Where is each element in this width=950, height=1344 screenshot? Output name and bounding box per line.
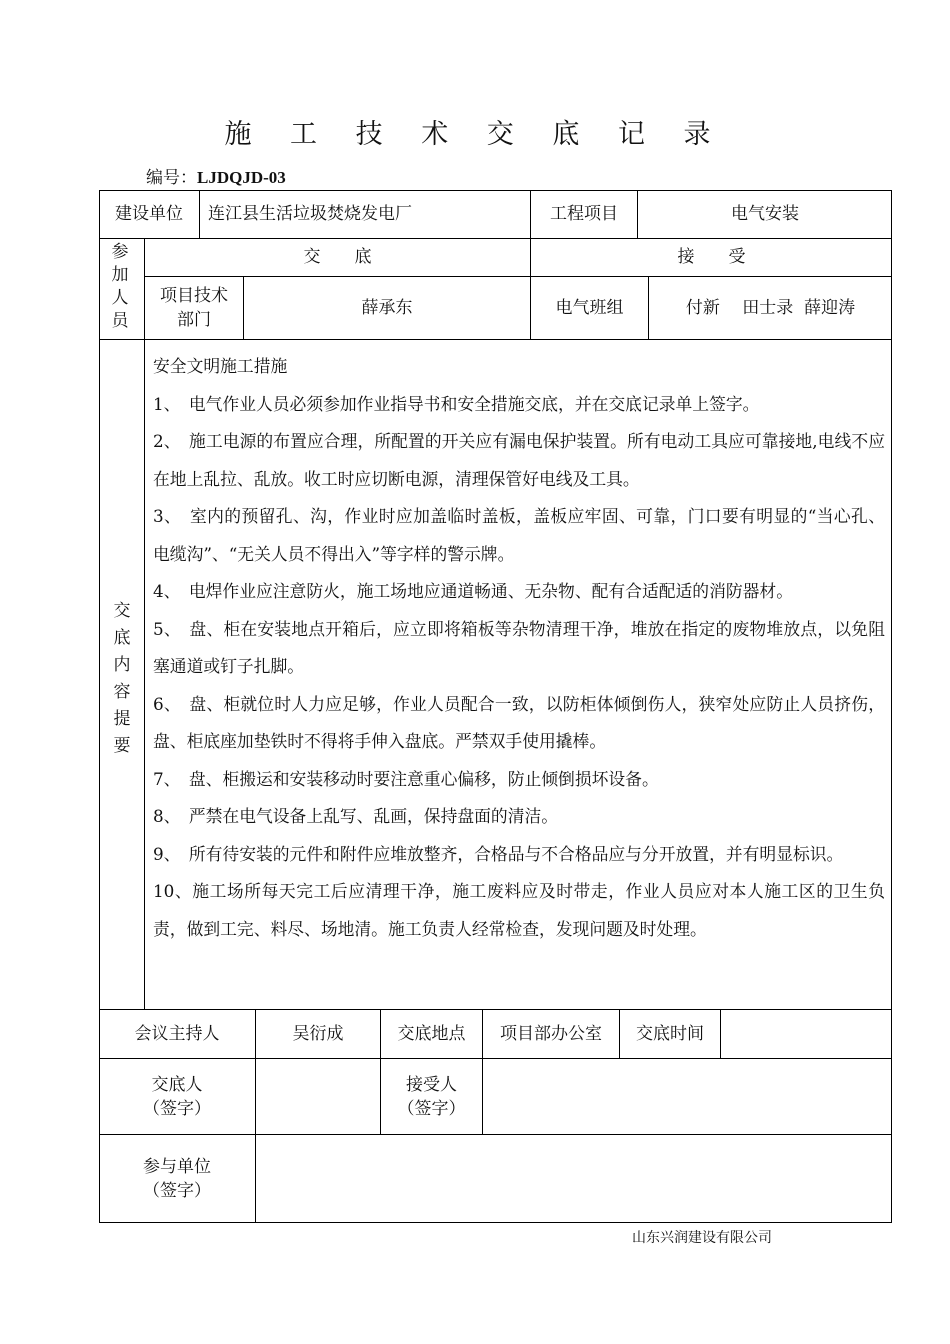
content-body [153, 348, 885, 948]
content-paragraph: 1、 电气作业人员必须参加作业指导书和安全措施交底，并在交底记录单上签字。 [153, 393, 760, 414]
build-unit-label: 建设单位 [115, 204, 183, 224]
content-paragraph: 5、 盘、柜在安装地点开箱后，应立即将箱板等杂物清理干净，堆放在指定的废物堆放点，以免阻塞通道或钉子扎脚。 [153, 618, 885, 676]
footer-company: 山东兴润建设有限公司 [632, 1230, 772, 1246]
document-title: 施 工 技 术 交 底 记 录 [224, 119, 726, 150]
receiver-title: 接受人 [406, 1074, 457, 1095]
location-label: 交底地点 [397, 1023, 466, 1044]
participant-unit-title: 参与单位 [143, 1157, 211, 1177]
participant-unit-label [99, 1135, 255, 1223]
host-value: 吴衍成 [292, 1023, 344, 1044]
content-paragraph: 安全文明施工措施 [153, 356, 288, 376]
participant-unit-signature-field[interactable] [256, 1135, 892, 1223]
content-paragraph: 7、 盘、柜搬运和安装移动时要注意重心偏移，防止倾倒损坏设备。 [153, 768, 659, 789]
handover-person-title: 交底人 [151, 1074, 203, 1095]
sign-note: （签字） [397, 1098, 466, 1119]
receiver-label [381, 1059, 482, 1134]
content-paragraph: 6、 盘、柜就位时人力应足够，作业人员配合一致，以防柜体倾倒伤人，狭窄处应防止人员挤伤，盘、柜底座加垫铁时不得将手伸入盘底。严禁双手使用撬棒。 [153, 693, 885, 751]
content-paragraph: 3、 室内的预留孔、沟，作业时应加盖临时盖板，盖板应牢固、可靠，门口要有明显的“当心孔、电缆沟”、“无关人员不得出入”等字样的警示牌。 [153, 506, 885, 564]
project-label: 工程项目 [550, 204, 618, 224]
content-paragraph: 4、 电焊作业应注意防火，施工场地应通道畅通、无杂物、配有合适配适的消防器材。 [153, 581, 793, 601]
location-value: 项目部办公室 [500, 1023, 602, 1044]
time-label: 交底时间 [636, 1023, 704, 1044]
content-paragraph: 10、施工场所每天完工后应清理干净，施工废料应及时带走，作业人员应对本人施工区的卫生负责，做到工完、料尽、场地清。施工负责人经常检查，发现问题及时处理。 [153, 881, 885, 939]
dept-label: 项目技术部门 [160, 286, 228, 330]
content-paragraph: 2、 施工电源的布置应合理，所配置的开关应有漏电保护装置。所有电动工具应可靠接地,电线不应在地上乱拉、乱放。收工时应切断电源，清理保管好电线及工具。 [153, 431, 885, 489]
team-persons: 付新 田士录 薛迎涛 [685, 298, 856, 318]
handover-header: 交 底 [303, 247, 372, 267]
sign-note: （签字） [143, 1098, 211, 1119]
divider [99, 339, 892, 340]
record-number-value: LJDQJD-03 [197, 168, 286, 187]
receiver-signature-field[interactable] [483, 1059, 892, 1134]
receive-header: 接 受 [677, 247, 746, 267]
handover-person-label [99, 1059, 255, 1134]
record-number-label: 编号： [146, 168, 197, 188]
content-label: 交底内容提要 [113, 601, 131, 756]
build-unit-value: 连江县生活垃圾焚烧发电厂 [208, 204, 412, 224]
time-value [721, 1009, 892, 1058]
content-paragraph: 9、 所有待安装的元件和附件应堆放整齐，合格品与不合格品应与分开放置，并有明显标识。 [153, 843, 844, 864]
dept-person: 薛承东 [361, 298, 413, 318]
team-label: 电气班组 [555, 298, 624, 318]
handover-signature-field[interactable] [256, 1059, 380, 1134]
content-paragraph: 8、 严禁在电气设备上乱写、乱画，保持盘面的清洁。 [153, 806, 559, 826]
sign-note: （签字） [143, 1181, 211, 1201]
divider [144, 238, 145, 1009]
record-number [146, 163, 286, 188]
host-label: 会议主持人 [134, 1023, 220, 1044]
participants-label: 参加人员 [111, 242, 129, 331]
project-value: 电气安装 [731, 204, 799, 224]
